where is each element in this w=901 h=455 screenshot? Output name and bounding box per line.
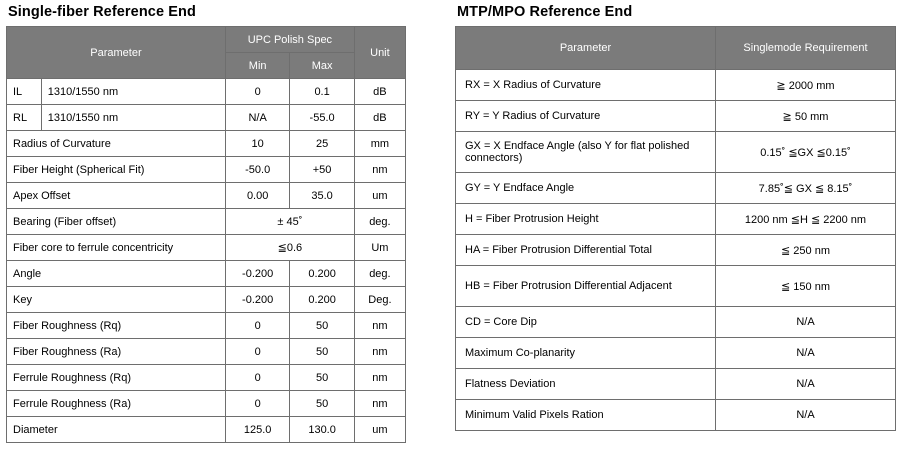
cell-parameter: GY = Y Endface Angle [456,173,716,204]
cell-parameter: Ferrule Roughness (Rq) [7,365,226,391]
cell-value: ≦0.6 [225,235,354,261]
page-title-left: Single-fiber Reference End [8,4,196,20]
table-row [456,70,896,101]
cell-parameter: Fiber Roughness (Ra) [7,339,226,365]
cell-unit: deg. [354,261,405,287]
cell-parameter: H = Fiber Protrusion Height [456,204,716,235]
table-row [7,157,406,183]
table-row [456,132,896,173]
table-row [7,417,406,443]
cell-parameter: Fiber Roughness (Rq) [7,313,226,339]
cell-parameter: HA = Fiber Protrusion Differential Total [456,235,716,266]
cell-unit: um [354,417,405,443]
cell-parameter: Bearing (Fiber offset) [7,209,226,235]
page-title-right: MTP/MPO Reference End [457,4,633,20]
cell-requirement: ≦ 250 nm [716,235,896,266]
cell-min: 125.0 [225,417,289,443]
cell-unit: nm [354,365,405,391]
cell-parameter: Angle [7,261,226,287]
cell-unit: um [354,183,405,209]
table-row [456,266,896,307]
cell-unit: dB [354,105,405,131]
cell-parameter: RX = X Radius of Curvature [456,70,716,101]
cell-max: 0.200 [290,261,354,287]
cell-requirement: 0.15˚ ≦GX ≦0.15˚ [716,132,896,173]
cell-requirement: ≦ 150 nm [716,266,896,307]
cell-parameter: Diameter [7,417,226,443]
cell-unit: nm [354,157,405,183]
cell-code: IL [7,79,42,105]
cell-unit: mm [354,131,405,157]
cell-parameter: Fiber core to ferrule concentricity [7,235,226,261]
cell-max: 50 [290,339,354,365]
header-parameter: Parameter [7,27,226,79]
header-spec-group: UPC Polish Spec [225,27,354,53]
table-row [7,365,406,391]
single-fiber-panel [6,0,406,443]
cell-max: 0.1 [290,79,354,105]
table-row [7,391,406,417]
cell-requirement: ≧ 50 mm [716,101,896,132]
table-header-row [456,27,896,70]
table-row [7,287,406,313]
header-unit: Unit [354,27,405,79]
table-row [456,369,896,400]
table-row [456,173,896,204]
cell-parameter: Apex Offset [7,183,226,209]
cell-min: 0 [225,391,289,417]
header-max: Max [290,53,354,79]
cell-max: 25 [290,131,354,157]
header-requirement: Singlemode Requirement [716,27,896,70]
cell-requirement: 1200 nm ≦H ≦ 2200 nm [716,204,896,235]
cell-unit: dB [354,79,405,105]
table-row [7,105,406,131]
cell-unit: nm [354,313,405,339]
cell-value: ± 45˚ [225,209,354,235]
cell-parameter: Fiber Height (Spherical Fit) [7,157,226,183]
table-header-row [7,27,406,53]
cell-code: RL [7,105,42,131]
cell-parameter: Minimum Valid Pixels Ration [456,400,716,431]
cell-unit: deg. [354,209,405,235]
table-row [456,307,896,338]
cell-requirement: N/A [716,400,896,431]
cell-parameter: Key [7,287,226,313]
cell-parameter: 1310/1550 nm [41,79,225,105]
table-row [7,235,406,261]
table-row [7,209,406,235]
cell-parameter: Ferrule Roughness (Ra) [7,391,226,417]
cell-requirement: N/A [716,369,896,400]
cell-parameter: Radius of Curvature [7,131,226,157]
cell-max: 35.0 [290,183,354,209]
table-row [456,338,896,369]
cell-max: 50 [290,313,354,339]
cell-min: 0 [225,339,289,365]
cell-min: 10 [225,131,289,157]
cell-min: N/A [225,105,289,131]
cell-parameter: RY = Y Radius of Curvature [456,101,716,132]
cell-min: -0.200 [225,261,289,287]
table-row [7,313,406,339]
cell-parameter: Maximum Co-planarity [456,338,716,369]
cell-unit: Deg. [354,287,405,313]
cell-parameter: CD = Core Dip [456,307,716,338]
cell-requirement: 7.85˚≦ GX ≦ 8.15˚ [716,173,896,204]
mtp-mpo-panel [455,0,895,431]
mtp-mpo-table [455,26,896,431]
cell-min: 0.00 [225,183,289,209]
header-min: Min [225,53,289,79]
table-row [456,101,896,132]
cell-parameter: HB = Fiber Protrusion Differential Adjacent [456,266,716,307]
table-row [7,131,406,157]
table-row [7,79,406,105]
cell-max: +50 [290,157,354,183]
cell-max: 130.0 [290,417,354,443]
table-row [7,183,406,209]
cell-min: -0.200 [225,287,289,313]
cell-requirement: ≧ 2000 mm [716,70,896,101]
cell-min: 0 [225,79,289,105]
cell-max: 50 [290,365,354,391]
cell-unit: nm [354,339,405,365]
table-row [7,261,406,287]
table-row [456,204,896,235]
cell-parameter: 1310/1550 nm [41,105,225,131]
cell-max: 50 [290,391,354,417]
cell-parameter: Flatness Deviation [456,369,716,400]
single-fiber-table [6,26,406,443]
table-row [456,235,896,266]
table-row [7,339,406,365]
cell-parameter: GX = X Endface Angle (also Y for flat polished connectors) [456,132,716,173]
cell-max: 0.200 [290,287,354,313]
cell-unit: Um [354,235,405,261]
cell-requirement: N/A [716,338,896,369]
cell-max: -55.0 [290,105,354,131]
cell-min: -50.0 [225,157,289,183]
cell-requirement: N/A [716,307,896,338]
cell-min: 0 [225,365,289,391]
cell-min: 0 [225,313,289,339]
header-parameter: Parameter [456,27,716,70]
cell-unit: nm [354,391,405,417]
table-row [456,400,896,431]
